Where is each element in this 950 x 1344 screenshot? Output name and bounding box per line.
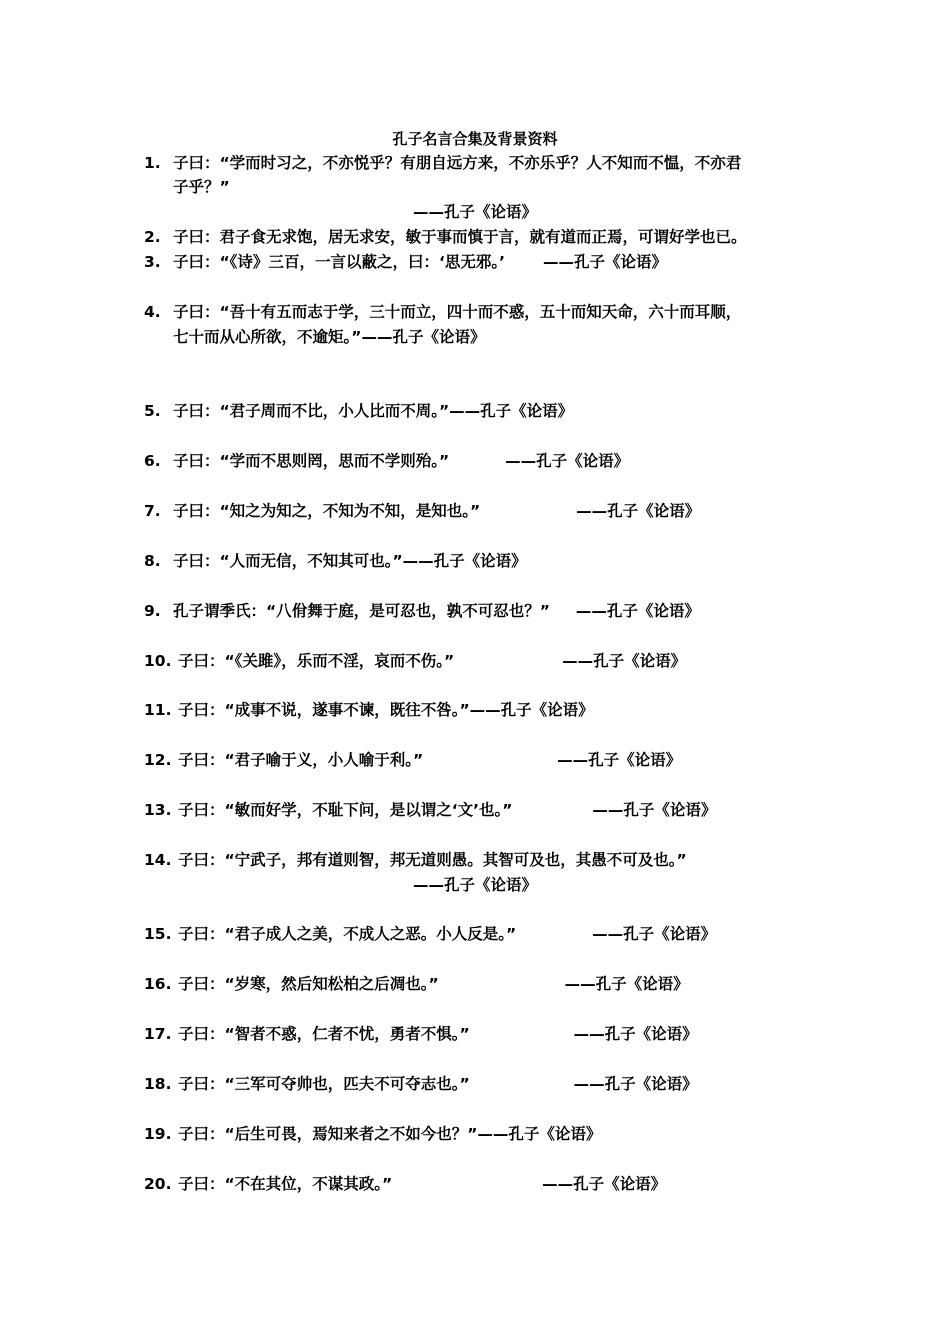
quote-item-1 (144, 151, 824, 175)
quote-attribution: ——孔子《论语》 (542, 1175, 667, 1193)
quote-item-16 (144, 972, 824, 996)
quote-number: 3. (144, 253, 161, 271)
quote-number: 1. (144, 154, 161, 172)
quote-number: 2. (144, 228, 161, 246)
quote-text: 子曰：“岁寒，然后知松柏之后凋也。” (178, 975, 439, 993)
quote-number: 4. (144, 303, 161, 321)
quote-text: 子曰：“学而时习之，不亦悦乎？有朋自远方来，不亦乐乎？人不知而不愠，不亦君 (173, 154, 742, 172)
quote-attribution: ——孔子《论语》 (592, 925, 717, 943)
quote-number: 18. (144, 1075, 172, 1093)
quote-number: 12. (144, 751, 172, 769)
quote-attribution: ——孔子《论语》 (557, 751, 682, 769)
quote-item-10 (144, 649, 824, 673)
quote-number: 10. (144, 652, 172, 670)
quote-attribution-1: ——孔子《论语》 (412, 203, 537, 221)
quote-item-19 (144, 1122, 824, 1146)
quote-number: 11. (144, 701, 172, 719)
quote-number: 9. (144, 602, 161, 620)
quote-number: 6. (144, 452, 161, 470)
quote-continuation-1 (144, 175, 824, 199)
quote-text: 子曰：“三军可夺帅也，匹夫不可夺志也。” (178, 1075, 470, 1093)
quote-text: 子曰：“《关雎》，乐而不淫，哀而不伤。” (178, 652, 455, 670)
quote-item-17 (144, 1022, 824, 1046)
quote-attribution: ——孔子《论语》 (576, 502, 701, 520)
quote-text: 子曰：“不在其位，不谋其政。” (178, 1175, 393, 1193)
quote-item-9 (144, 599, 824, 623)
quote-text: 子曰：“人而无信，不知其可也。”——孔子《论语》 (173, 552, 527, 570)
quote-text: 子曰：君子食无求饱，居无求安，敏于事而慎于言，就有道而正焉，可谓好学也已。 (173, 228, 747, 246)
quote-attribution: ——孔子《论语》 (564, 975, 689, 993)
quote-item-8 (144, 549, 824, 573)
quote-item-4 (144, 300, 824, 324)
quote-attribution: ——孔子《论语》 (542, 253, 667, 271)
quote-text: 子曰：“后生可畏，焉知来者之不如今也？”——孔子《论语》 (178, 1125, 602, 1143)
quote-item-6 (144, 449, 824, 473)
quote-continuation-4 (144, 325, 824, 349)
quote-text: 子乎？” (173, 178, 230, 196)
quote-item-12 (144, 748, 824, 772)
quote-text: 子曰：“君子成人之美，不成人之恶。小人反是。” (178, 925, 517, 943)
quote-text: 孔子谓季氏：“八佾舞于庭，是可忍也，孰不可忍也？” (173, 602, 550, 620)
quote-number: 13. (144, 801, 172, 819)
quote-text: 子曰：“学而不思则罔，思而不学则殆。” (173, 452, 450, 470)
quote-number: 15. (144, 925, 172, 943)
quote-number: 5. (144, 402, 161, 420)
quote-text: 子曰：“君子喻于义，小人喻于利。” (178, 751, 424, 769)
quote-item-14 (144, 848, 824, 872)
quote-attribution: ——孔子《论语》 (573, 1025, 698, 1043)
quote-item-3 (144, 250, 824, 274)
quote-text: 子曰：“成事不说，遂事不谏，既往不咎。”——孔子《论语》 (178, 701, 594, 719)
quote-number: 16. (144, 975, 172, 993)
quote-attribution: ——孔子《论语》 (573, 1075, 698, 1093)
quote-item-15 (144, 922, 824, 946)
quote-number: 7. (144, 502, 161, 520)
quote-number: 19. (144, 1125, 172, 1143)
quote-attribution: ——孔子《论语》 (562, 652, 687, 670)
quote-item-18 (144, 1072, 824, 1096)
quote-attribution: ——孔子《论语》 (575, 602, 700, 620)
quote-text: 七十而从心所欲，不逾矩。”——孔子《论语》 (173, 328, 486, 346)
quote-item-7 (144, 499, 824, 523)
quote-item-20 (144, 1172, 824, 1196)
quote-item-13 (144, 798, 824, 822)
quote-number: 14. (144, 851, 172, 869)
quote-text: 子曰：“《诗》三百，一言以蔽之，曰：‘思无邪。’ (173, 253, 505, 271)
quote-attribution: ——孔子《论语》 (592, 801, 717, 819)
quote-item-5 (144, 399, 824, 423)
quote-text: 子曰：“敏而好学，不耻下问，是以谓之‘文’也。” (178, 801, 513, 819)
quote-item-11 (144, 698, 824, 722)
quote-text: 子曰：“吾十有五而志于学，三十而立，四十而不惑，五十而知天命，六十而耳顺， (173, 303, 742, 321)
quote-attribution: ——孔子《论语》 (505, 452, 630, 470)
quote-text: 子曰：“智者不惑，仁者不忧，勇者不惧。” (178, 1025, 470, 1043)
document-title: 孔子名言合集及背景资料 (392, 130, 558, 148)
quote-text: 子曰：“知之为知之，不知为不知，是知也。” (173, 502, 481, 520)
quote-text: 子曰：“宁武子，邦有道则智，邦无道则愚。其智可及也，其愚不可及也。” (178, 851, 687, 869)
quote-text: 子曰：“君子周而不比，小人比而不周。”——孔子《论语》 (173, 402, 574, 420)
quote-item-2 (144, 225, 824, 249)
quote-attribution-14: ——孔子《论语》 (412, 876, 537, 894)
quote-number: 8. (144, 552, 161, 570)
quote-number: 20. (144, 1175, 172, 1193)
quote-number: 17. (144, 1025, 172, 1043)
